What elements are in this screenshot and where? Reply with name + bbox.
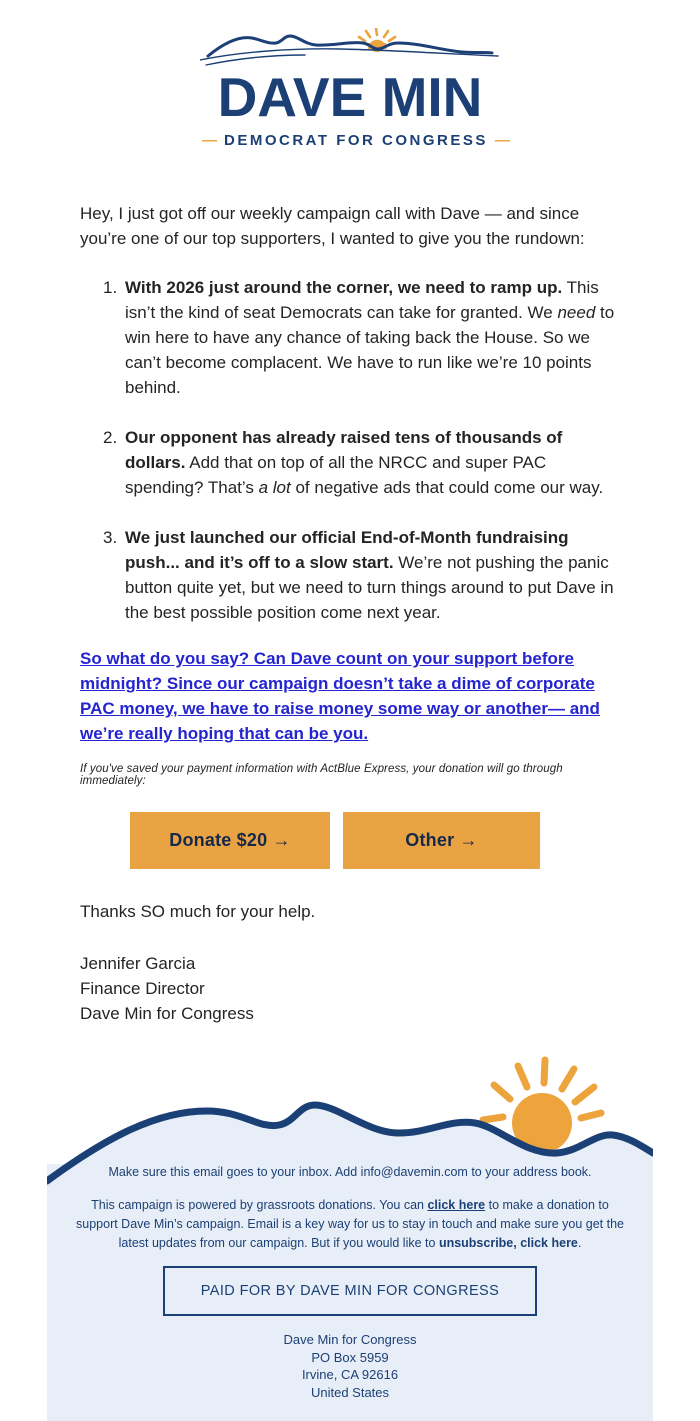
tagline-dash-right: —	[494, 132, 510, 149]
donate-other-button[interactable]: Other →	[343, 812, 540, 869]
signature-title: Finance Director	[80, 979, 205, 998]
intro-paragraph: Hey, I just got off our weekly campaign call with Dave — and since you’re one of our top supporters, I wanted to give you the rundown:	[80, 204, 585, 248]
campaign-logo	[195, 28, 510, 149]
list-item-1: 1. With 2026 just around the corner, we need to ramp up. This isn’t the kind of seat Democrats can take for granted. We need to win here to have any chance of taking back the House. So we can’t become complacent. We have to run like we’re 10 points behind.	[80, 275, 620, 400]
signature-name: Jennifer Garcia	[80, 954, 196, 973]
donate-cta-link[interactable]: So what do you say? Can Dave count on your support before midnight? Since our campaign doesn’t take a dime of corporate PAC money, we have to raise money some way or another— and we’re really hoping that can be you.	[80, 649, 600, 743]
inbox-note: Make sure this email goes to your inbox. Add info@davemin.com to your address book.	[108, 1165, 592, 1179]
email-body	[80, 201, 620, 1026]
list-item-2: 2. Our opponent has already raised tens of thousands of dollars. Add that on top of all the NRCC and super PAC spending? That’s a lot of negative ads that could come our way.	[80, 425, 620, 500]
paid-for-disclaimer: PAID FOR BY DAVE MIN FOR CONGRESS	[163, 1266, 537, 1316]
list-item-2-bold: Our opponent has already raised tens of thousands of dollars.	[125, 428, 563, 472]
thanks-line: Thanks SO much for your help.	[80, 902, 316, 921]
mailing-address	[47, 1331, 653, 1401]
logo-mountain-sun-icon	[200, 28, 500, 68]
list-item-2-italic: a lot	[258, 478, 291, 497]
signature-org: Dave Min for Congress	[80, 1004, 254, 1023]
grassroots-note: This campaign is powered by grassroots donations. You can click here to make a donation to support Dave Min’s campaign. Email is a key way for us to stay in touch and make sure you get the latest updates from our campaign. But if you would like to unsubscribe, click here.	[76, 1198, 624, 1250]
signature-block	[80, 951, 620, 1026]
unsubscribe-link[interactable]: unsubscribe, click here	[438, 1236, 578, 1250]
address-country: United States	[310, 1384, 390, 1400]
list-item-3: 3. We just launched our official End-of-Month fundraising push... and it’s off to a slow start. We’re not pushing the panic button quite yet, but we need to turn things around to put Dave in the best possible position come next year.	[80, 525, 620, 625]
actblue-express-note: If you've saved your payment information with ActBlue Express, your donation will go through immediately:	[80, 763, 563, 787]
donate-button-row	[130, 812, 620, 869]
list-number: 3.	[103, 528, 118, 547]
rundown-list	[80, 275, 620, 625]
donate-20-button[interactable]: Donate $20 →	[130, 812, 330, 869]
list-number: 2.	[103, 428, 118, 447]
list-item-3-bold: We just launched our official End-of-Month fundraising push... and it’s off to a slow start.	[125, 528, 569, 572]
address-city: Irvine, CA 92616	[301, 1367, 399, 1382]
tagline-dash-left: —	[202, 132, 217, 149]
list-item-1-italic: need	[557, 303, 596, 322]
logo-name: DAVE MIN	[217, 66, 483, 128]
address-org: Dave Min for Congress	[283, 1332, 417, 1347]
list-number: 1.	[103, 278, 118, 297]
logo-tagline	[195, 132, 510, 149]
list-item-1-bold: With 2026 just around the corner, we need to ramp up.	[125, 278, 563, 297]
footer-donate-link[interactable]: click here	[427, 1198, 486, 1212]
tagline-text: DEMOCRAT FOR CONGRESS	[224, 132, 488, 149]
footer-panel	[47, 1164, 653, 1421]
address-pobox: PO Box 5959	[311, 1349, 389, 1365]
footer	[47, 1041, 653, 1421]
